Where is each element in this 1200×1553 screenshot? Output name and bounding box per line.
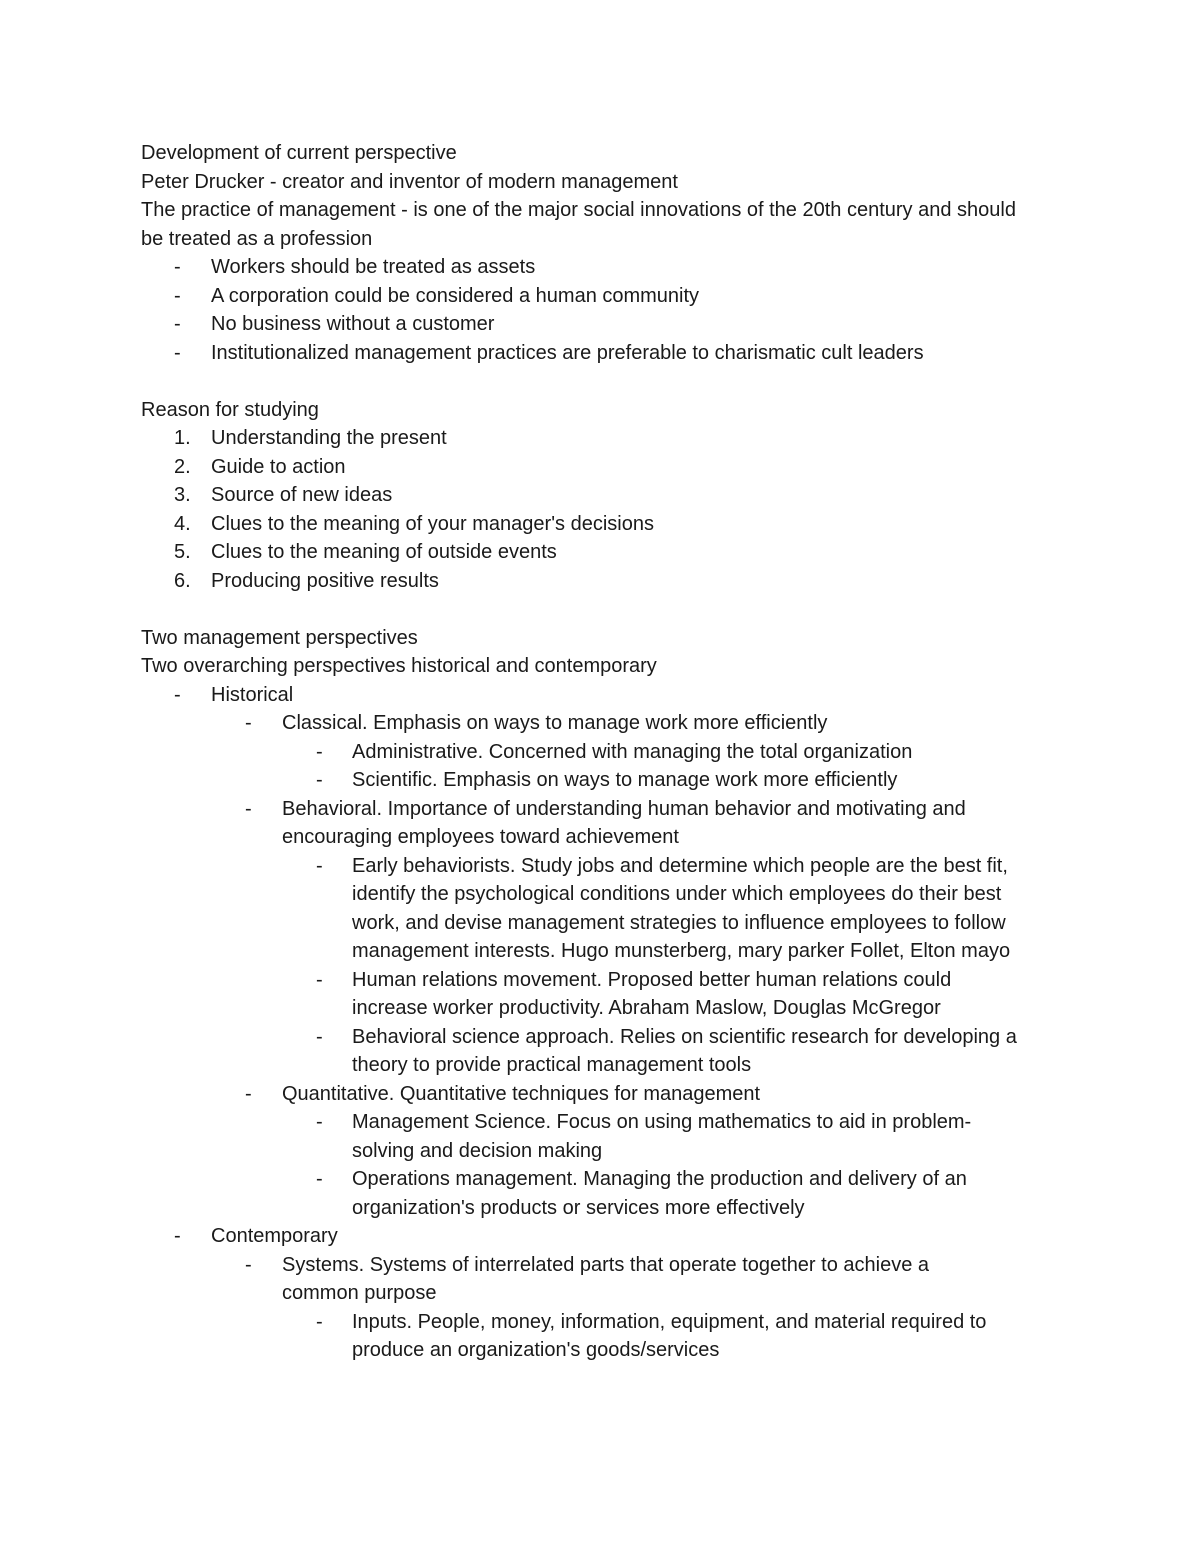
numbered-item: 3. Source of new ideas bbox=[141, 481, 1061, 510]
list-item-human-relations: - Human relations movement. Proposed better human relations could increase worker productivity. Abraham Maslow, Douglas McGregor bbox=[141, 966, 1022, 1023]
bullet-dash: - bbox=[174, 284, 181, 307]
list-item-inputs: - Inputs. People, money, information, equipment, and material required to produce an organization's goods/services bbox=[141, 1308, 1052, 1365]
list-item-historical: - Historical bbox=[141, 681, 1061, 710]
list-item-systems: - Systems. Systems of interrelated parts that operate together to achieve a common purpose bbox=[141, 1251, 1002, 1308]
numbered-item: 1. Understanding the present bbox=[141, 424, 1061, 453]
bullet-dash: - bbox=[316, 1111, 323, 1133]
item-number: 6. bbox=[174, 569, 191, 592]
numbered-item: 2. Guide to action bbox=[141, 453, 1061, 482]
item-number: 4. bbox=[174, 512, 191, 535]
list-item-contemporary: - Contemporary bbox=[141, 1222, 1061, 1251]
bullet-dash: - bbox=[316, 1310, 323, 1333]
item-number: 3. bbox=[174, 484, 191, 506]
list-item-quantitative: - Quantitative. Quantitative techniques for management bbox=[141, 1080, 1061, 1109]
item-number: 1. bbox=[174, 427, 191, 449]
perspectives-intro: Two overarching perspectives historical and contemporary bbox=[141, 655, 657, 677]
bullet-dash: - bbox=[316, 1025, 323, 1048]
list-item-scientific: - Scientific. Emphasis on ways to manage work more efficiently bbox=[141, 766, 1061, 795]
numbered-item: 5. Clues to the meaning of outside events bbox=[141, 538, 1061, 567]
list-item: - Workers should be treated as assets bbox=[141, 253, 1061, 282]
document-page bbox=[141, 139, 1061, 1365]
numbered-item: 6. Producing positive results bbox=[141, 567, 1061, 596]
list-item: - A corporation could be considered a human community bbox=[141, 282, 1061, 311]
list-item-administrative: - Administrative. Concerned with managing the total organization bbox=[141, 738, 1061, 767]
bullet-dash: - bbox=[174, 313, 181, 335]
list-item-behavioral-science: - Behavioral science approach. Relies on scientific research for developing a theory to provide practical management tools bbox=[141, 1023, 1064, 1080]
bullet-dash: - bbox=[174, 256, 181, 278]
bullet-dash: - bbox=[174, 1225, 181, 1247]
bullet-dash: - bbox=[245, 797, 252, 820]
drucker-line: Peter Drucker - creator and inventor of modern management bbox=[141, 170, 678, 193]
spacer bbox=[141, 595, 1061, 624]
item-number: 5. bbox=[174, 541, 191, 563]
list-item-management-science: - Management Science. Focus on using mathematics to aid in problem-solving and decision making bbox=[141, 1108, 972, 1165]
bullet-dash: - bbox=[245, 712, 252, 734]
bullet-dash: - bbox=[245, 1082, 252, 1105]
section-heading-perspectives: Two management perspectives bbox=[141, 626, 418, 649]
list-item-classical: - Classical. Emphasis on ways to manage work more efficiently bbox=[141, 709, 1061, 738]
bullet-dash: - bbox=[245, 1253, 252, 1276]
section-heading-development: Development of current perspective bbox=[141, 142, 457, 164]
bullet-dash: - bbox=[316, 1168, 323, 1190]
bullet-dash: - bbox=[316, 740, 323, 763]
bullet-dash: - bbox=[174, 683, 181, 706]
list-item: - Institutionalized management practices are preferable to charismatic cult leaders bbox=[141, 339, 1061, 368]
bullet-dash: - bbox=[174, 341, 181, 364]
list-item: - No business without a customer bbox=[141, 310, 1061, 339]
bullet-dash: - bbox=[316, 968, 323, 991]
section-heading-reason: Reason for studying bbox=[141, 398, 319, 421]
practice-paragraph: The practice of management - is one of the major social innovations of the 20th century and should be treated as a profession bbox=[141, 199, 1016, 250]
spacer bbox=[141, 367, 1061, 396]
bullet-dash: - bbox=[316, 769, 323, 791]
item-number: 2. bbox=[174, 455, 191, 478]
list-item-operations: - Operations management. Managing the production and delivery of an organization's products or services more effectively bbox=[141, 1165, 1042, 1222]
list-item-behavioral: - Behavioral. Importance of understanding human behavior and motivating and encouraging employees toward achievement bbox=[141, 795, 1042, 852]
bullet-dash: - bbox=[316, 854, 323, 877]
list-item-early-behaviorists: - Early behaviorists. Study jobs and determine which people are the best fit, identify the psychological conditions under which employees do their best work, and devise management strategies to influence employees to follow management interests. Hugo munsterberg, mary parker Follet, Elton mayo bbox=[141, 852, 1052, 966]
numbered-item: 4. Clues to the meaning of your manager's decisions bbox=[141, 510, 1061, 539]
